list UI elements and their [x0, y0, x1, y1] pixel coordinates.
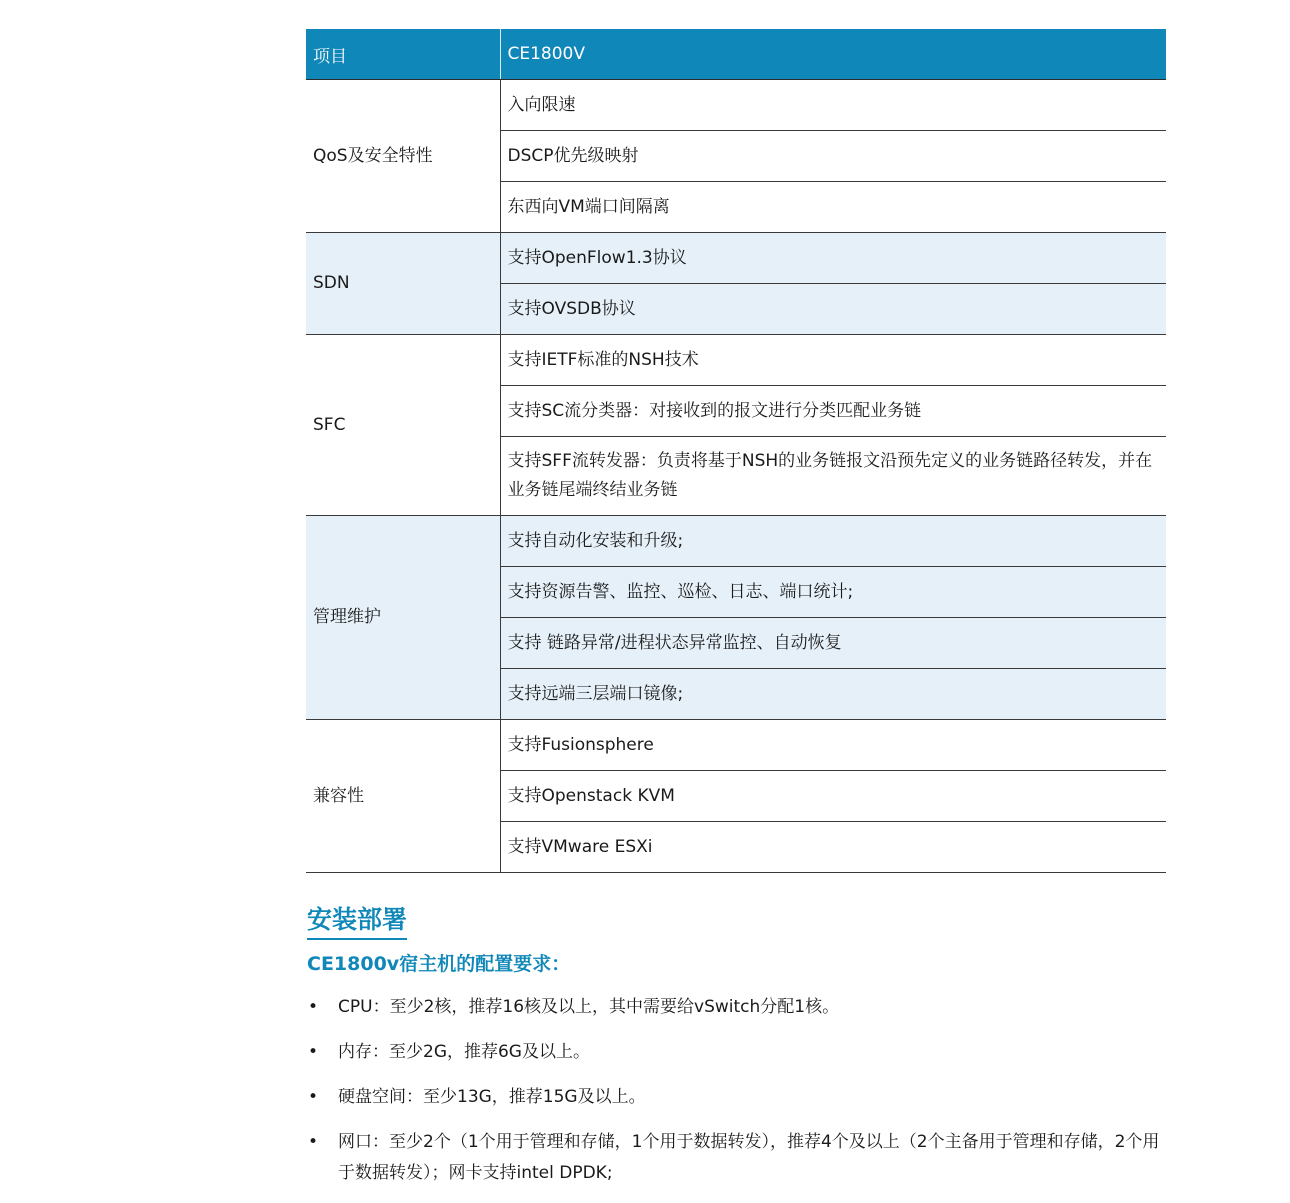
feature-cell: DSCP优先级映射: [500, 131, 1166, 182]
group-cell-sdn: SDN: [306, 233, 500, 335]
table-header-row: [306, 29, 1166, 80]
list-item-text: 硬盘空间：至少13G，推荐15G及以上。: [338, 1087, 646, 1107]
list-item-text: 内存：至少2G，推荐6G及以上。: [338, 1042, 590, 1062]
table-row: [306, 335, 1166, 386]
header-model: CE1800V: [500, 29, 1166, 80]
feature-cell: 支持Openstack KVM: [500, 771, 1166, 822]
bullet: •: [308, 1087, 319, 1107]
spec-table: [306, 29, 1166, 873]
list-item: [307, 992, 1172, 1023]
group-cell-qos: QoS及安全特性: [306, 80, 500, 233]
list-item: [307, 1082, 1172, 1113]
feature-cell: 支持SC流分类器：对接收到的报文进行分类匹配业务链: [500, 386, 1166, 437]
group-cell-management: 管理维护: [306, 516, 500, 720]
bullet: •: [308, 1042, 319, 1062]
header-item: 项目: [306, 29, 500, 80]
list-item-text: 网口：至少2个（1个用于管理和存储，1个用于数据转发），推荐4个及以上（2个主备用于管理和存储，2个用于数据转发）；网卡支持intel DPDK;: [338, 1132, 1160, 1183]
table-row: [306, 720, 1166, 771]
group-cell-sfc: SFC: [306, 335, 500, 516]
feature-cell: 支持IETF标准的NSH技术: [500, 335, 1166, 386]
bullet: •: [308, 1132, 319, 1152]
feature-cell: 支持OVSDB协议: [500, 284, 1166, 335]
requirements-list: [307, 992, 1172, 1203]
feature-cell: 支持 链路异常/进程状态异常监控、自动恢复: [500, 618, 1166, 669]
feature-cell: 支持OpenFlow1.3协议: [500, 233, 1166, 284]
feature-cell: 入向限速: [500, 80, 1166, 131]
group-cell-compatibility: 兼容性: [306, 720, 500, 873]
list-item-text: CPU：至少2核，推荐16核及以上，其中需要给vSwitch分配1核。: [338, 997, 840, 1017]
feature-cell: 东西向VM端口间隔离: [500, 182, 1166, 233]
section-subtitle: CE1800v宿主机的配置要求：: [307, 953, 571, 975]
feature-cell: 支持自动化安装和升级;: [500, 516, 1166, 567]
table-row: [306, 233, 1166, 284]
bullet: •: [308, 997, 319, 1017]
feature-cell: 支持远端三层端口镜像;: [500, 669, 1166, 720]
table-row: [306, 516, 1166, 567]
feature-cell: 支持资源告警、监控、巡检、日志、端口统计;: [500, 567, 1166, 618]
feature-cell: 支持SFF流转发器：负责将基于NSH的业务链报文沿预先定义的业务链路径转发，并在业务链尾端终结业务链: [500, 437, 1166, 516]
feature-cell: 支持VMware ESXi: [500, 822, 1166, 873]
list-item: [307, 1037, 1172, 1068]
table-row: [306, 80, 1166, 131]
section-title: 安装部署: [307, 903, 407, 940]
list-item: [307, 1127, 1172, 1189]
feature-cell: 支持Fusionsphere: [500, 720, 1166, 771]
